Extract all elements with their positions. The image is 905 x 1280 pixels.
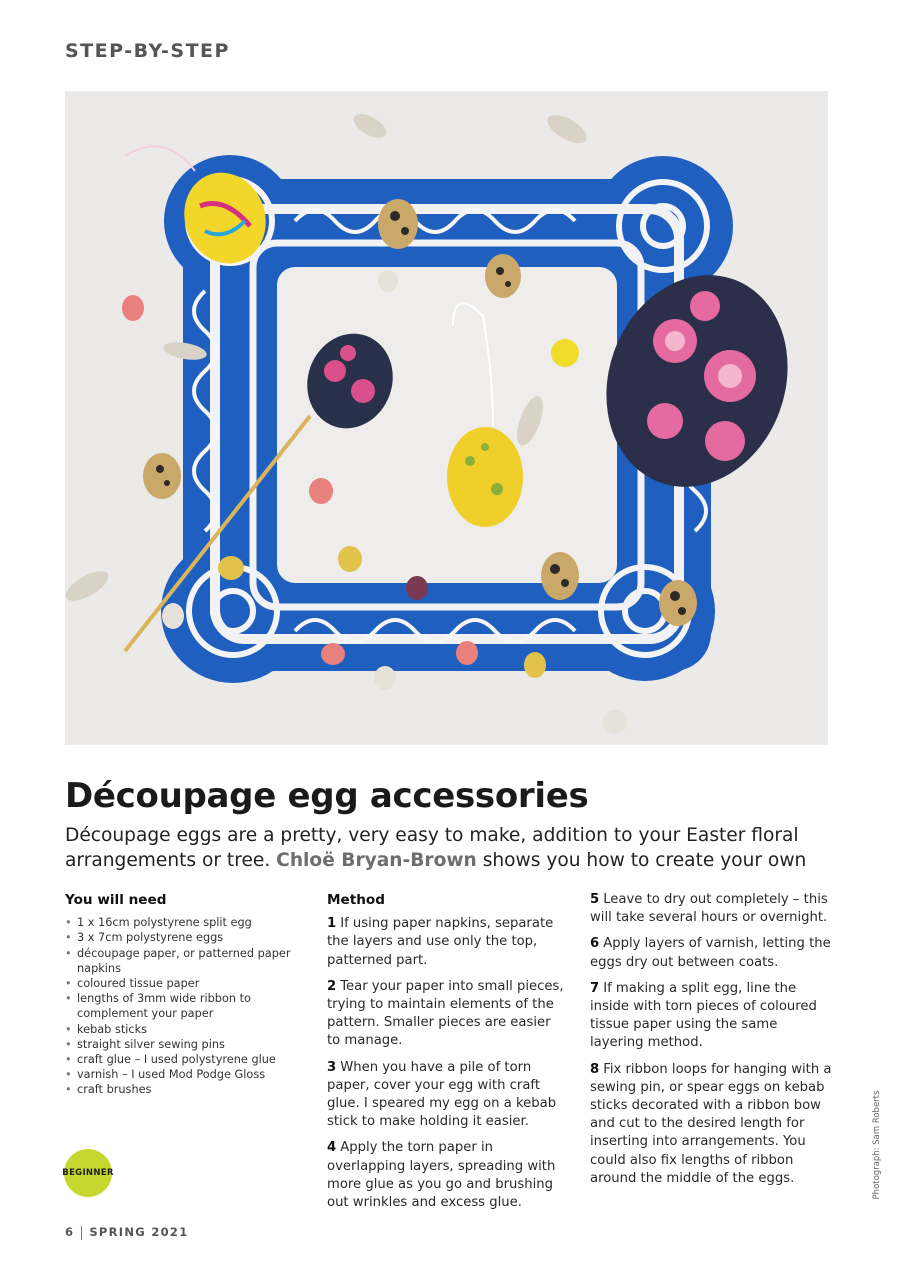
hero-photo	[65, 91, 828, 745]
method-step	[327, 915, 567, 970]
step-number: 2	[327, 978, 337, 994]
method-column-continued	[590, 891, 835, 1196]
page-number: 6	[65, 1225, 75, 1239]
step-text: When you have a pile of torn paper, cover your egg with craft glue. I speared my egg on a kebab stick to make holding it easier.	[327, 1059, 557, 1130]
standfirst	[65, 823, 835, 873]
step-number: 8	[590, 1061, 600, 1077]
step-text: Fix ribbon loops for hanging with a sewing pin, or spear eggs on kebab sticks decorated with a ribbon bow and cut to the desired length for inserting into arrangements. You could also fix lengths of ribbon around the middle of the eggs.	[590, 1061, 832, 1186]
step-text: Apply the torn paper in overlapping layers, spreading with more glue as you go and brushing out wrinkles and excess glue.	[327, 1140, 556, 1211]
you-will-need-heading: You will need	[65, 892, 167, 908]
step-number: 3	[327, 1059, 337, 1075]
list-item: • coloured tissue paper	[65, 976, 295, 991]
standfirst-text: Découpage eggs are a pretty, very easy to make, addition to your Easter floral arrangements or tree.	[65, 825, 799, 871]
difficulty-badge: BEGINNER	[64, 1149, 112, 1197]
method-step	[590, 980, 835, 1053]
article-title: Découpage egg accessories	[65, 776, 589, 816]
method-heading: Method	[327, 892, 385, 908]
method-step	[590, 1061, 835, 1188]
issue-label: SPRING 2021	[89, 1225, 189, 1239]
step-text: If making a split egg, line the inside with torn pieces of coloured tissue paper using the same layering method.	[590, 980, 817, 1051]
step-text: Apply layers of varnish, letting the eggs dry out between coats.	[590, 936, 831, 970]
list-item: • lengths of 3mm wide ribbon to complement your paper	[65, 991, 295, 1021]
author-name: Chloë Bryan-Brown	[276, 850, 477, 871]
page-footer	[65, 1225, 189, 1240]
step-number: 6	[590, 936, 600, 952]
step-number: 1	[327, 916, 337, 932]
you-will-need-column	[65, 891, 295, 1098]
section-label: STEP-BY-STEP	[65, 40, 230, 62]
step-text: Tear your paper into small pieces, trying to maintain elements of the pattern. Smaller pieces are easier to manage.	[327, 978, 564, 1049]
method-step	[327, 1139, 567, 1212]
step-text: Leave to dry out completely – this will take several hours or overnight.	[590, 892, 828, 926]
standfirst-text-end: shows you how to create your own	[482, 850, 807, 871]
method-step	[590, 935, 835, 971]
step-number: 7	[590, 980, 600, 996]
step-text: If using paper napkins, separate the layers and use only the top, patterned part.	[327, 916, 554, 968]
list-item: • straight silver sewing pins	[65, 1037, 295, 1052]
list-item: • craft brushes	[65, 1082, 295, 1097]
list-item: • 1 x 16cm polystyrene split egg	[65, 915, 295, 930]
step-number: 5	[590, 892, 600, 907]
method-step	[327, 978, 567, 1051]
method-step	[590, 891, 835, 927]
method-step	[327, 1059, 567, 1132]
easter-eggs-photo-icon	[65, 91, 828, 745]
footer-divider	[81, 1226, 82, 1240]
materials-list	[65, 915, 295, 1097]
photo-credit: Photograph: Sam Roberts	[872, 1090, 882, 1200]
list-item: • craft glue – I used polystyrene glue	[65, 1052, 295, 1067]
step-number: 4	[327, 1140, 337, 1156]
method-column	[327, 891, 567, 1220]
list-item: • varnish – I used Mod Podge Gloss	[65, 1067, 295, 1082]
list-item: • découpage paper, or patterned paper napkins	[65, 946, 295, 976]
list-item: • kebab sticks	[65, 1022, 295, 1037]
list-item: • 3 x 7cm polystyrene eggs	[65, 930, 295, 945]
